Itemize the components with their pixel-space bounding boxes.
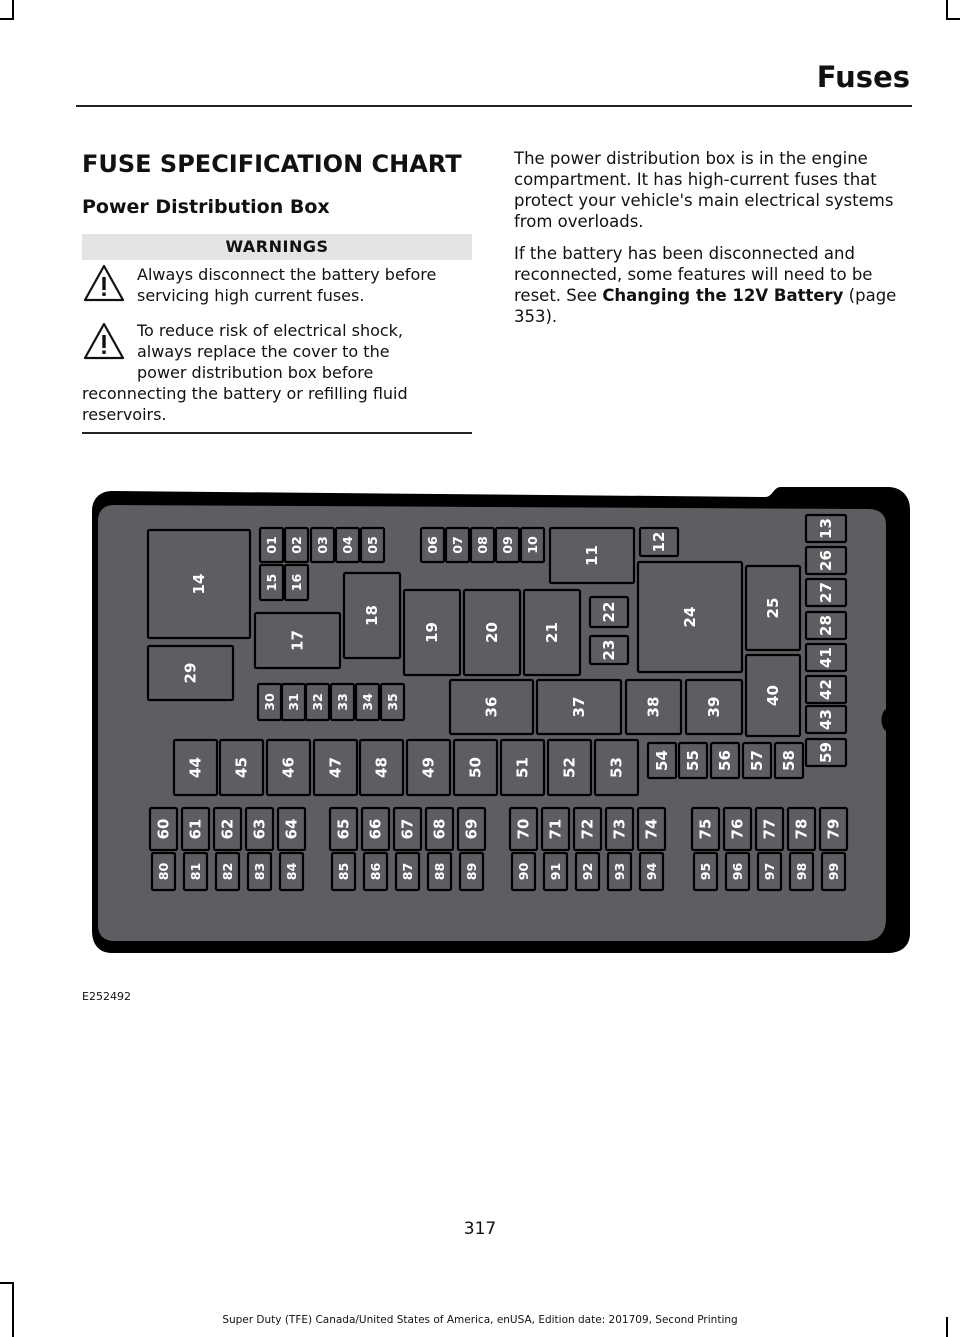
fuse-slot-21 bbox=[524, 590, 580, 675]
fuse-label: 52 bbox=[560, 757, 579, 778]
fuse-label: 11 bbox=[583, 545, 601, 566]
warning-2-line-2: always replace the cover to the bbox=[137, 342, 390, 361]
fuse-label: 79 bbox=[824, 818, 843, 840]
fuse-label: 53 bbox=[607, 757, 626, 778]
fuse-label: 42 bbox=[817, 679, 835, 700]
fuse-slot-85 bbox=[332, 853, 355, 890]
warning-triangle-icon bbox=[82, 262, 130, 306]
fuse-slot-54 bbox=[648, 743, 676, 778]
fuse-slot-12 bbox=[640, 528, 678, 556]
crop-mark bbox=[0, 18, 14, 20]
fuse-slot-04 bbox=[336, 528, 359, 562]
fuse-label: 01 bbox=[264, 536, 279, 554]
fuse-label: 60 bbox=[154, 818, 173, 840]
fuse-label: 12 bbox=[650, 531, 668, 553]
fuse-slot-56 bbox=[711, 743, 739, 778]
warning-2-line-3: power distribution box before bbox=[137, 363, 374, 382]
fuse-slot-99 bbox=[822, 853, 845, 890]
fuse-slot-69 bbox=[458, 808, 485, 850]
fuse-label: 64 bbox=[282, 818, 301, 840]
warning-triangle-icon bbox=[82, 320, 130, 364]
fuse-slot-80 bbox=[152, 853, 175, 890]
warning-2-line-1: To reduce risk of electrical shock, bbox=[137, 321, 404, 340]
body-paragraph-1: The power distribution box is in the engine compartment. It has high-current fuses that protect your vehicle's main electrical systems from overloads. bbox=[514, 149, 894, 231]
fuse-slot-98 bbox=[790, 853, 813, 890]
fuse-label: 62 bbox=[218, 818, 237, 840]
fuse-slot-26 bbox=[806, 547, 846, 574]
fuse-slot-67 bbox=[394, 808, 421, 850]
crop-mark bbox=[946, 18, 960, 20]
fuse-slot-58 bbox=[775, 743, 803, 778]
fuse-label: 10 bbox=[525, 536, 540, 554]
fuse-label: 17 bbox=[288, 630, 307, 651]
fuse-slot-93 bbox=[608, 853, 631, 890]
warning-2-line-5: reservoirs. bbox=[82, 405, 167, 424]
warning-2-line-4: reconnecting the battery or refilling fluid bbox=[82, 384, 408, 403]
page-number: 317 bbox=[463, 1219, 497, 1239]
fuse-label: 81 bbox=[188, 862, 203, 881]
fuse-slot-22 bbox=[590, 597, 628, 627]
fuse-label: 76 bbox=[728, 818, 747, 840]
fuse-slot-32 bbox=[306, 684, 329, 720]
fuse-label: 70 bbox=[514, 818, 533, 840]
fuse-label: 40 bbox=[764, 685, 782, 706]
fuse-slot-42 bbox=[806, 676, 846, 703]
fuse-slot-52 bbox=[548, 740, 591, 795]
fuse-label: 74 bbox=[642, 818, 661, 840]
fuse-slot-15 bbox=[260, 565, 283, 600]
body-paragraph-2 bbox=[514, 243, 914, 327]
fuse-slot-61 bbox=[182, 808, 209, 850]
fuse-slot-51 bbox=[501, 740, 544, 795]
crop-mark bbox=[12, 0, 14, 20]
fuse-label: 05 bbox=[365, 536, 380, 554]
fuse-label: 44 bbox=[186, 757, 205, 778]
fuse-slot-47 bbox=[314, 740, 357, 795]
fuse-label: 30 bbox=[262, 693, 277, 711]
fuse-label: 93 bbox=[612, 862, 627, 881]
fuse-slot-25 bbox=[746, 566, 800, 650]
fuse-slot-89 bbox=[460, 853, 483, 890]
fuse-label: 48 bbox=[372, 757, 391, 778]
fuse-label: 99 bbox=[826, 862, 841, 881]
fuse-slot-96 bbox=[726, 853, 749, 890]
fuse-label: 36 bbox=[482, 696, 501, 718]
fuse-label: 34 bbox=[360, 693, 375, 711]
fuse-slot-70 bbox=[510, 808, 537, 850]
fuse-slot-20 bbox=[464, 590, 520, 675]
fuse-slot-05 bbox=[361, 528, 384, 562]
fuse-label: 55 bbox=[684, 750, 702, 771]
fuse-slot-62 bbox=[214, 808, 241, 850]
fuse-slot-09 bbox=[496, 528, 519, 562]
fuse-slot-17 bbox=[255, 613, 340, 668]
fuse-slot-81 bbox=[184, 853, 207, 890]
fuse-label: 96 bbox=[730, 862, 745, 881]
fuse-slot-76 bbox=[724, 808, 751, 850]
fuse-label: 72 bbox=[578, 818, 597, 840]
fuse-label: 90 bbox=[516, 862, 531, 881]
fuse-label: 91 bbox=[548, 862, 563, 881]
crop-mark bbox=[12, 1282, 14, 1337]
fuse-slot-01 bbox=[260, 528, 283, 562]
fuse-label: 84 bbox=[284, 862, 299, 881]
fuse-slot-48 bbox=[360, 740, 403, 795]
fuse-label: 27 bbox=[817, 582, 835, 603]
page-header-title: Fuses bbox=[816, 60, 910, 94]
page-footer: Super Duty (TFE) Canada/United States of America, enUSA, Edition date: 201709, Second Printing bbox=[222, 1314, 738, 1326]
fuse-label: 23 bbox=[600, 639, 618, 661]
fuse-slot-72 bbox=[574, 808, 601, 850]
fuse-label: 14 bbox=[190, 573, 208, 595]
fuse-slot-02 bbox=[285, 528, 308, 562]
fuse-label: 04 bbox=[340, 536, 355, 554]
fuse-label: 56 bbox=[716, 750, 734, 771]
fuse-label: 26 bbox=[817, 550, 835, 571]
fuse-label: 33 bbox=[335, 693, 350, 711]
fuse-slot-97 bbox=[758, 853, 781, 890]
fuse-label: 35 bbox=[385, 693, 400, 711]
fuse-label: 69 bbox=[462, 818, 481, 840]
fuse-label: 49 bbox=[419, 757, 438, 778]
fuse-label: 29 bbox=[181, 662, 200, 684]
fuse-slot-10 bbox=[521, 528, 544, 562]
fuse-label: 88 bbox=[432, 862, 447, 881]
fuse-slot-92 bbox=[576, 853, 599, 890]
fuse-slot-44 bbox=[174, 740, 217, 795]
fuse-slot-39 bbox=[686, 680, 742, 734]
fuse-slot-34 bbox=[356, 684, 379, 720]
fuse-slot-35 bbox=[381, 684, 404, 720]
crop-mark bbox=[0, 1282, 14, 1284]
fuse-slot-24 bbox=[638, 562, 742, 672]
figure-id: E252492 bbox=[82, 990, 131, 1003]
fuse-slot-55 bbox=[679, 743, 707, 778]
fuse-label: 46 bbox=[279, 757, 298, 778]
fuse-slot-49 bbox=[407, 740, 450, 795]
fuse-label: 41 bbox=[817, 647, 835, 668]
fuse-label: 73 bbox=[610, 818, 629, 840]
fuse-label: 24 bbox=[681, 606, 699, 628]
fuse-label: 89 bbox=[464, 862, 479, 881]
fuse-label: 45 bbox=[232, 757, 251, 778]
fuse-slot-64 bbox=[278, 808, 305, 850]
fuse-slot-27 bbox=[806, 579, 846, 606]
fuse-slot-29 bbox=[148, 646, 233, 700]
fuse-slot-65 bbox=[330, 808, 357, 850]
fuse-label: 31 bbox=[286, 693, 301, 711]
fuse-slot-59 bbox=[806, 739, 846, 766]
fuse-slot-38 bbox=[626, 680, 681, 734]
fuse-label: 59 bbox=[817, 742, 835, 763]
fuse-slot-86 bbox=[364, 853, 387, 890]
power-distribution-box-diagram bbox=[90, 485, 910, 955]
fuse-label: 57 bbox=[748, 750, 766, 771]
fuse-label: 37 bbox=[570, 696, 588, 718]
fuse-slot-60 bbox=[150, 808, 177, 850]
fuse-label: 82 bbox=[220, 862, 235, 881]
fuse-label: 02 bbox=[289, 536, 304, 554]
fuse-slot-07 bbox=[446, 528, 469, 562]
fuse-label: 54 bbox=[653, 750, 671, 771]
warning-1-line-2: servicing high current fuses. bbox=[137, 286, 365, 305]
warning-1-line-1: Always disconnect the battery before bbox=[137, 265, 437, 284]
fuse-slot-95 bbox=[694, 853, 717, 890]
fuse-label: 85 bbox=[336, 862, 351, 881]
fuse-slot-45 bbox=[220, 740, 263, 795]
fuse-label: 07 bbox=[450, 536, 465, 554]
fuse-label: 80 bbox=[156, 862, 171, 881]
fuse-label: 21 bbox=[543, 622, 561, 643]
fuse-slot-91 bbox=[544, 853, 567, 890]
fuse-label: 38 bbox=[644, 696, 663, 718]
fuse-label: 28 bbox=[817, 615, 835, 636]
fuse-label: 08 bbox=[475, 536, 490, 554]
fuse-label: 32 bbox=[310, 693, 325, 711]
fuse-slot-79 bbox=[820, 808, 847, 850]
fuse-label: 03 bbox=[315, 536, 330, 554]
fuse-slot-66 bbox=[362, 808, 389, 850]
fuse-label: 98 bbox=[794, 862, 809, 881]
fuse-label: 25 bbox=[764, 597, 782, 619]
fuse-slot-57 bbox=[743, 743, 771, 778]
fuse-label: 77 bbox=[760, 818, 779, 840]
subsection-title: Power Distribution Box bbox=[82, 196, 330, 218]
fuse-slot-82 bbox=[216, 853, 239, 890]
fuse-slot-13 bbox=[806, 515, 846, 542]
fuse-slot-16 bbox=[285, 565, 308, 600]
fuse-slot-50 bbox=[454, 740, 497, 795]
fuse-slot-33 bbox=[331, 684, 354, 720]
fuse-label: 78 bbox=[792, 818, 811, 840]
fuse-slot-18 bbox=[344, 573, 400, 658]
fuse-label: 87 bbox=[400, 862, 415, 881]
fuse-label: 39 bbox=[705, 696, 723, 718]
fuse-label: 97 bbox=[762, 862, 777, 881]
fuse-label: 67 bbox=[398, 818, 417, 840]
fuse-slot-94 bbox=[640, 853, 663, 890]
fuse-slot-06 bbox=[421, 528, 444, 562]
warnings-divider bbox=[82, 432, 472, 434]
fuse-label: 63 bbox=[250, 818, 269, 840]
header-divider bbox=[76, 105, 912, 107]
fuse-slot-83 bbox=[248, 853, 271, 890]
battery-reference-link[interactable]: Changing the 12V Battery bbox=[602, 286, 844, 305]
fuse-label: 94 bbox=[644, 862, 659, 881]
fuse-slot-11 bbox=[550, 528, 634, 583]
fuse-slot-46 bbox=[267, 740, 310, 795]
fuse-slot-90 bbox=[512, 853, 535, 890]
fuse-label: 68 bbox=[430, 818, 449, 840]
fuse-slot-43 bbox=[806, 706, 846, 733]
fuse-label: 61 bbox=[186, 818, 205, 840]
section-title: FUSE SPECIFICATION CHART bbox=[82, 150, 462, 178]
fuse-slot-74 bbox=[638, 808, 665, 850]
fuse-label: 09 bbox=[500, 536, 515, 554]
fuse-label: 75 bbox=[696, 818, 715, 840]
fuse-slot-28 bbox=[806, 612, 846, 639]
fuse-label: 92 bbox=[580, 862, 595, 881]
fuse-slot-08 bbox=[471, 528, 494, 562]
fuse-label: 15 bbox=[264, 573, 279, 592]
fuse-label: 58 bbox=[780, 750, 798, 771]
fuse-slot-36 bbox=[450, 680, 533, 734]
fuse-slot-03 bbox=[311, 528, 334, 562]
fuse-label: 06 bbox=[425, 536, 440, 554]
fuse-slot-53 bbox=[595, 740, 638, 795]
fuse-label: 86 bbox=[368, 862, 383, 881]
fuse-label: 50 bbox=[466, 757, 485, 778]
body-paragraph-2-text: If the battery has been disconnected and reconnected, some features will need to be reset. See bbox=[514, 244, 873, 305]
fuse-label: 47 bbox=[326, 757, 345, 778]
body-paragraph-2-page-ref: (page 353). bbox=[514, 286, 897, 326]
fuse-slot-19 bbox=[404, 590, 460, 675]
fuse-slot-68 bbox=[426, 808, 453, 850]
fuse-slot-41 bbox=[806, 644, 846, 671]
fuse-slot-40 bbox=[746, 655, 800, 736]
fuse-slot-14 bbox=[148, 530, 250, 638]
fuse-label: 83 bbox=[252, 862, 267, 881]
fuse-label: 19 bbox=[423, 622, 441, 643]
fuse-slot-84 bbox=[280, 853, 303, 890]
fuse-slot-63 bbox=[246, 808, 273, 850]
fuse-label: 22 bbox=[600, 601, 618, 623]
crop-mark bbox=[946, 0, 948, 20]
fuse-label: 43 bbox=[817, 709, 835, 730]
fuse-slot-87 bbox=[396, 853, 419, 890]
fuse-slot-77 bbox=[756, 808, 783, 850]
fuse-label: 95 bbox=[698, 862, 713, 881]
fuse-label: 66 bbox=[366, 818, 385, 840]
fuse-label: 16 bbox=[289, 573, 304, 592]
fuse-label: 20 bbox=[483, 622, 501, 643]
fuse-slot-37 bbox=[537, 680, 621, 734]
fuse-slot-31 bbox=[282, 684, 305, 720]
fuse-label: 71 bbox=[546, 818, 565, 840]
fuse-label: 51 bbox=[513, 757, 532, 778]
fuse-slot-88 bbox=[428, 853, 451, 890]
warnings-heading: WARNINGS bbox=[82, 234, 472, 260]
fuse-slot-75 bbox=[692, 808, 719, 850]
fuse-label: 18 bbox=[363, 605, 381, 626]
fuse-label: 13 bbox=[817, 518, 835, 539]
fuse-slot-30 bbox=[258, 684, 281, 720]
fuse-slot-73 bbox=[606, 808, 633, 850]
fuse-slot-71 bbox=[542, 808, 569, 850]
fuse-slot-78 bbox=[788, 808, 815, 850]
fuse-label: 65 bbox=[334, 818, 353, 840]
fuse-slot-23 bbox=[590, 636, 628, 664]
